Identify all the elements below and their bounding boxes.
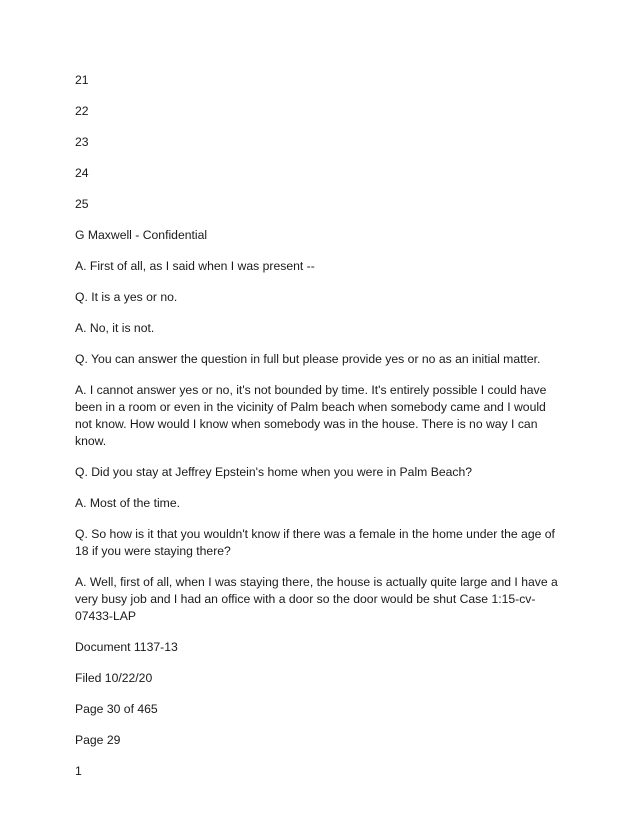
transcript-question: Q. So how is it that you wouldn't know if there was a female in the home under the age of 18 if you were staying there? [75,527,555,558]
filed-date: Filed 10/22/20 [75,671,153,685]
transcript-answer: A. No, it is not. [75,321,155,335]
page-number: Page 29 [75,733,121,747]
document-number: Document 1137-13 [75,640,178,654]
line-number: 24 [75,166,89,180]
transcript-answer: A. Well, first of all, when I was staying there, the house is actually quite large and I have a very busy job and I had an office with a door so the door would be shut Case 1:15-cv-07433-LAP [75,575,558,623]
page-count: Page 30 of 465 [75,702,158,716]
transcript-answer: A. First of all, as I said when I was present -- [75,259,315,273]
line-number: 22 [75,104,89,118]
transcript-question: Q. It is a yes or no. [75,290,178,304]
confidential-header: G Maxwell - Confidential [75,228,208,242]
line-number: 21 [75,73,89,87]
line-number: 25 [75,197,89,211]
line-number: 23 [75,135,89,149]
line-number: 1 [75,764,82,778]
document-body [75,72,565,794]
transcript-question: Q. You can answer the question in full but please provide yes or no as an initial matter. [75,352,541,366]
transcript-answer: A. Most of the time. [75,496,180,510]
transcript-question: Q. Did you stay at Jeffrey Epstein's home when you were in Palm Beach? [75,465,473,479]
transcript-answer: A. I cannot answer yes or no, it's not bounded by time. It's entirely possible I could have been in a room or even in the vicinity of Palm beach when somebody came and I would not know. How would I know when somebody was in the house. There is no way I can know. [75,383,547,448]
